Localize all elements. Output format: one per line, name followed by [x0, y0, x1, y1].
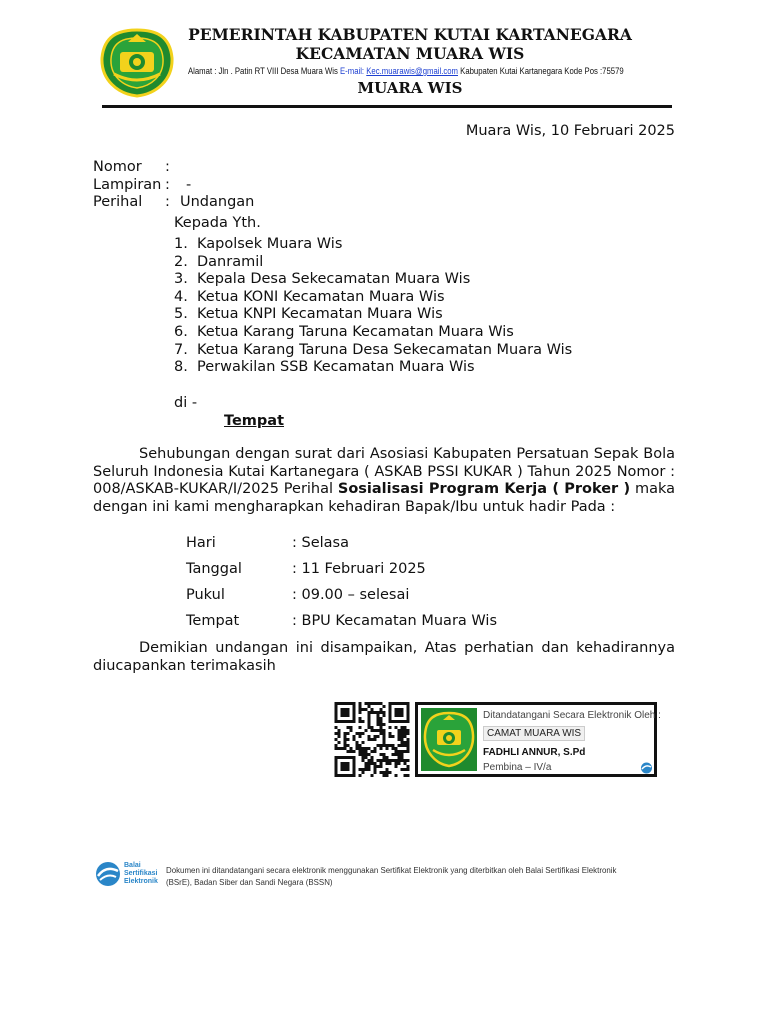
recipient-text: Perwakilan SSB Kecamatan Muara Wis — [197, 359, 475, 375]
signed-by-label: Ditandatangani Secara Elektronik Oleh : — [483, 710, 661, 721]
recipient-text: Ketua KONI Kecamatan Muara Wis — [197, 289, 445, 305]
recipient-text: Danramil — [197, 254, 264, 270]
bsre-logo-icon — [94, 861, 122, 887]
footer-notice-line: Dokumen ini ditandatangani secara elektronik menggunakan Sertifikat Elektronik yang diterbitkan oleh Balai Sertifikasi Elektronik — [166, 865, 617, 875]
recipient-num: 4. — [174, 289, 188, 305]
recipient-num: 6. — [174, 324, 188, 340]
meta-lampiran-label: Lampiran — [93, 177, 162, 193]
recipients-tempat: Tempat — [224, 413, 285, 429]
footer-notice-line: (BSrE), Badan Siber dan Sandi Negara (BSSN) — [166, 877, 333, 887]
body-text-after: maka dengan ini kami mengharapkan kehadiran Bapak/Ibu untuk hadir Pada : — [93, 481, 675, 515]
body-paragraph — [93, 446, 675, 516]
recipients-intro: Kepada Yth. — [174, 215, 261, 231]
letterhead-address — [188, 66, 624, 76]
recipient-num: 7. — [174, 342, 188, 358]
recipient-text: Ketua Karang Taruna Kecamatan Muara Wis — [197, 324, 514, 340]
schedule-value: : Selasa — [292, 535, 349, 551]
signer-name: FADHLI ANNUR, S.Pd — [483, 747, 586, 758]
recipient-text: Kapolsek Muara Wis — [197, 236, 343, 252]
schedule-label: Hari — [186, 535, 216, 551]
email-label: E-mail: — [340, 66, 365, 76]
recipient-num: 5. — [174, 306, 188, 322]
meta-perihal-label: Perihal — [93, 194, 143, 210]
schedule-label: Pukul — [186, 587, 225, 603]
meta-lampiran-value: - — [186, 177, 192, 193]
schedule-label: Tanggal — [186, 561, 242, 577]
meta-lampiran-sep: : — [165, 177, 170, 193]
signer-rank: Pembina – IV/a — [483, 762, 552, 773]
schedule-label: Tempat — [186, 613, 240, 629]
email-link[interactable]: Kec.muarawis@gmail.com — [366, 66, 458, 76]
closing-paragraph: Demikian undangan ini disampaikan, Atas perhatian dan kehadirannya diucapankan terimakasih — [93, 640, 675, 674]
recipient-text: Kepala Desa Sekecamatan Muara Wis — [197, 271, 471, 287]
bsre-mini-icon — [640, 762, 653, 774]
recipient-text: Ketua KNPI Kecamatan Muara Wis — [197, 306, 443, 322]
signature-emblem-icon — [421, 708, 477, 771]
recipients-di: di - — [174, 395, 198, 411]
letterhead-line-2: KECAMATAN MUARA WIS — [295, 44, 525, 63]
meta-nomor-label: Nomor — [93, 159, 142, 175]
meta-perihal-sep: : — [165, 194, 170, 210]
recipient-num: 2. — [174, 254, 188, 270]
address-suffix: Kabupaten Kutai Kartanegara Kode Pos :75579 — [460, 66, 624, 76]
bsre-logo-text — [124, 862, 158, 886]
schedule-value: : BPU Kecamatan Muara Wis — [292, 613, 497, 629]
schedule-value: : 11 Februari 2025 — [292, 561, 426, 577]
recipient-num: 3. — [174, 271, 188, 287]
meta-perihal-value: Undangan — [180, 194, 255, 210]
bsre-logo-line: Elektronik — [124, 878, 158, 885]
bsre-logo-line: Sertifikasi — [124, 870, 158, 877]
letterhead-line-3: MUARA WIS — [357, 79, 463, 97]
signer-position: CAMAT MUARA WIS — [483, 726, 585, 741]
bsre-logo-line: Balai — [124, 862, 141, 869]
body-text-before: Sehubungan dengan surat dari Asosiasi Kabupaten Persatuan Sepak Bola Seluruh Indonesia Kutai Kartanegara ( ASKAB PSSI KUKAR ) Tahun 2025 Nomor : 008/ASKAB-KUKAR/I/2025 Perihal — [93, 446, 675, 497]
letterhead-divider — [102, 105, 672, 108]
letterhead-line-1: PEMERINTAH KABUPATEN KUTAI KARTANEGARA — [188, 25, 632, 44]
body-text-bold: Sosialisasi Program Kerja ( Proker ) — [337, 481, 631, 497]
recipient-num: 1. — [174, 236, 188, 252]
place-date: Muara Wis, 10 Februari 2025 — [465, 123, 675, 139]
address-prefix: Alamat : Jln . Patin RT VIII Desa Muara Wis — [188, 66, 338, 76]
footer-notice — [166, 864, 616, 888]
meta-nomor-sep: : — [165, 159, 170, 175]
schedule-value: : 09.00 – selesai — [292, 587, 410, 603]
qr-code-icon — [333, 702, 411, 777]
recipient-text: Ketua Karang Taruna Desa Sekecamatan Muara Wis — [197, 342, 573, 358]
recipient-num: 8. — [174, 359, 188, 375]
